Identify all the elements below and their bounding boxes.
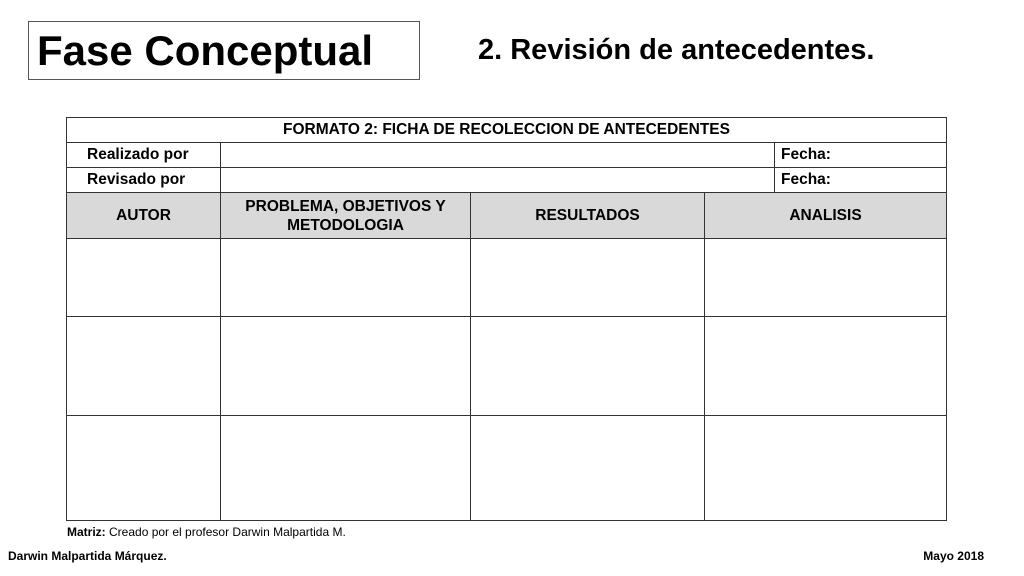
col-header-problema-line1: PROBLEMA, OBJETIVOS Y bbox=[245, 197, 446, 215]
antecedentes-form-table bbox=[66, 117, 947, 521]
resultados-cell[interactable] bbox=[471, 416, 705, 521]
analisis-cell[interactable] bbox=[705, 317, 947, 416]
realizado-field[interactable] bbox=[221, 143, 775, 168]
autor-cell[interactable] bbox=[67, 416, 221, 521]
revisado-field[interactable] bbox=[221, 168, 775, 193]
resultados-cell[interactable] bbox=[471, 239, 705, 317]
col-header-problema bbox=[221, 193, 471, 239]
col-header-autor: AUTOR bbox=[67, 193, 221, 239]
analisis-cell[interactable] bbox=[705, 239, 947, 317]
footer-author: Darwin Malpartida Márquez. bbox=[8, 549, 167, 563]
table-row bbox=[67, 317, 947, 416]
fecha-label-2: Fecha: bbox=[775, 168, 947, 193]
problema-cell[interactable] bbox=[221, 239, 471, 317]
matrix-note-text: Creado por el profesor Darwin Malpartida M. bbox=[109, 525, 346, 539]
form-title-row bbox=[67, 118, 947, 143]
revisado-label: Revisado por bbox=[67, 168, 221, 193]
analisis-cell[interactable] bbox=[705, 416, 947, 521]
realizado-label: Realizado por bbox=[67, 143, 221, 168]
col-header-problema-line2: METODOLOGIA bbox=[287, 216, 404, 234]
realizado-row bbox=[67, 143, 947, 168]
form-title: FORMATO 2: FICHA DE RECOLECCION DE ANTECEDENTES bbox=[67, 118, 947, 143]
col-header-resultados: RESULTADOS bbox=[471, 193, 705, 239]
problema-cell[interactable] bbox=[221, 317, 471, 416]
matrix-credit-note bbox=[67, 525, 346, 539]
slide-subtitle: 2. Revisión de antecedentes. bbox=[478, 34, 875, 66]
resultados-cell[interactable] bbox=[471, 317, 705, 416]
revisado-row bbox=[67, 168, 947, 193]
autor-cell[interactable] bbox=[67, 239, 221, 317]
autor-cell[interactable] bbox=[67, 317, 221, 416]
table-row bbox=[67, 416, 947, 521]
table-row bbox=[67, 239, 947, 317]
column-header-row bbox=[67, 193, 947, 239]
matrix-note-label: Matriz: bbox=[67, 525, 106, 539]
footer-date: Mayo 2018 bbox=[923, 549, 984, 563]
col-header-analisis: ANALISIS bbox=[705, 193, 947, 239]
fecha-label-1: Fecha: bbox=[775, 143, 947, 168]
problema-cell[interactable] bbox=[221, 416, 471, 521]
slide-title: Fase Conceptual bbox=[28, 21, 420, 80]
